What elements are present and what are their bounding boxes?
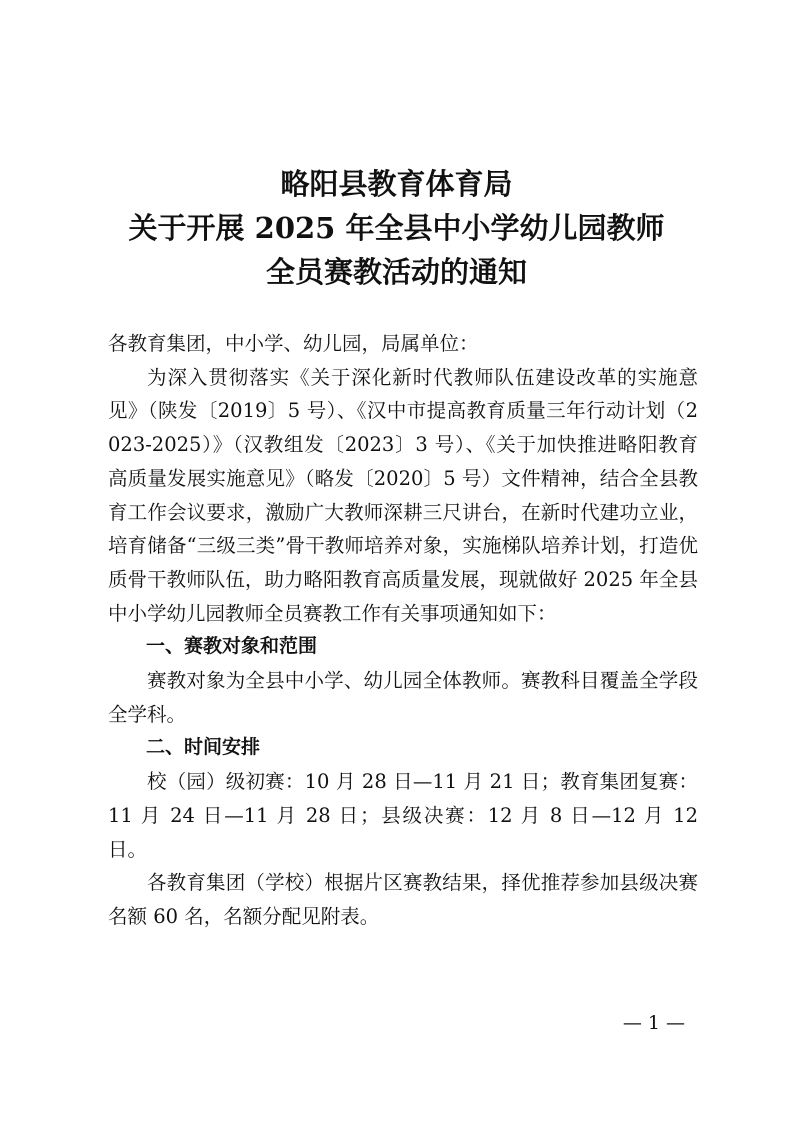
page-number: — 1 — [622, 1012, 685, 1034]
document-body [108, 327, 698, 934]
section-schedule-paragraph-quota: 各教育集团（学校）根据片区赛教结果，择优推荐参加县级决赛名额 60 名，名额分配见附表。 [108, 871, 698, 928]
title-line-notice: 全员赛教活动的通知 [265, 255, 527, 289]
section-heading-schedule: 二、时间安排 [146, 736, 261, 759]
section-scope-paragraph: 赛教对象为全县中小学、幼儿园全体教师。赛教科目覆盖全学段全学科。 [108, 669, 698, 726]
salutation: 各教育集团，中小学、幼儿园，局属单位： [108, 332, 479, 355]
intro-paragraph: 为深入贯彻落实《关于深化新时代教师队伍建设改革的实施意见》（陕发〔2019〕5 号）、《汉中市提高教育质量三年行动计划（2023-2025）》（汉教组发〔2023〕3 号）、《关于加快推进略阳教育高质量发展实施意见》（略发〔2020〕5 号）文件精神，结合全县教育工作会议要求，激励广大教师深耕三尺讲台，在新时代建功立业，培育储备“三级三类”骨干教师培养对象，实施梯队培养计划，打造优质骨干教师队伍，助力略阳教育高质量发展，现就做好 2025 年全县中小学幼儿园教师全员赛教工作有关事项通知如下： [108, 365, 698, 625]
document-title [0, 162, 793, 294]
section-scope [108, 630, 698, 731]
section-schedule-paragraph-dates: 校（园）级初赛：10 月 28 日—11 月 21 日；教育集团复赛：11 月 24 日—11 月 28 日；县级决赛：12 月 8 日—12 月 12 日。 [108, 770, 698, 861]
section-heading-scope: 一、赛教对象和范围 [146, 635, 318, 658]
section-schedule [108, 731, 698, 933]
title-line-issuer: 略阳县教育体育局 [280, 167, 513, 201]
title-line-subject: 关于开展 2025 年全县中小学幼儿园教师 [128, 211, 665, 245]
